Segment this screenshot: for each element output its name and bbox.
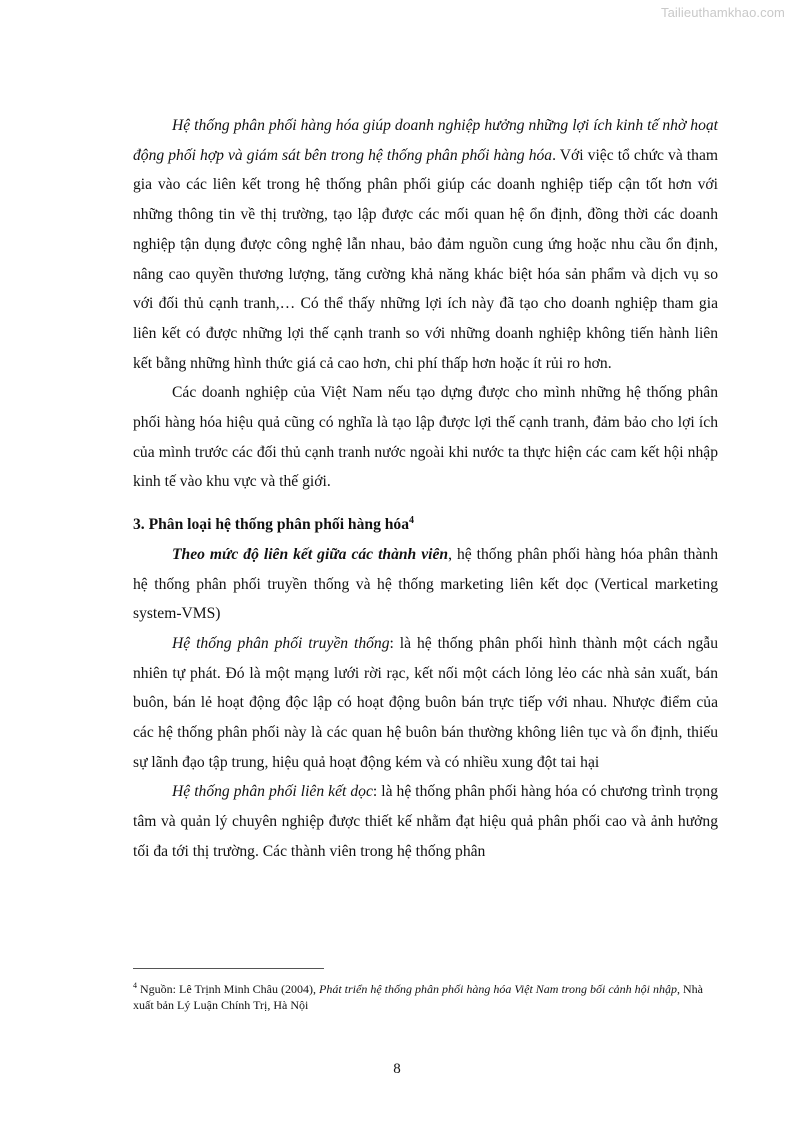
paragraph-benefits-italic: Hệ thống phân phối hàng hóa giúp doanh nghiệp hưởng những lợi ích kinh tế nhờ hoạt động phối hợp và giám sát bên trong hệ thống phân phối hàng hóa (133, 117, 718, 164)
watermark: Tailieuthamkhao.com (660, 5, 785, 20)
section-heading-text: 3. Phân loại hệ thống phân phối hàng hóa (133, 516, 410, 534)
paragraph-benefits-text: . Với việc tổ chức và tham gia vào các liên kết trong hệ thống phân phối giúp các doanh nghiệp tiếp cận tốt hơn với những thông tin về thị trường, tạo lập được các mối quan hệ ổn định, đồng thời các doanh nghiệp tận dụng được công nghệ lẫn nhau, bảo đảm nguồn cung ứng hoặc nhu cầu ổn định, nâng cao quyền thương lượng, tăng cường khả năng khác biệt hóa sản phẩm và dịch vụ so với đối thủ cạnh tranh,… Có thể thấy những lợi ích này đã tạo cho doanh nghiệp tham gia liên kết có được những lợi thế cạnh tranh so với những doanh nghiệp không tiến hành liên kết bằng những hình thức giá cả cao hơn, chi phí thấp hơn hoặc ít rủi ro hơn. (133, 146, 718, 372)
page-number: 8 (393, 1061, 401, 1077)
footnote-suffix: , Nhà xuất bản Lý Luận Chính Trị, Hà Nội (133, 982, 703, 1012)
paragraph-vietnam-enterprises: Các doanh nghiệp của Việt Nam nếu tạo dựng được cho mình những hệ thống phân phối hàng hóa hiệu quả cũng có nghĩa là tạo lập được lợi thế cạnh tranh, đảm bảo cho lợi ích của mình trước các đối thủ cạnh tranh nước ngoài khi nước ta thực hiện các cam kết hội nhập kinh tế vào khu vực và thế giới. (133, 384, 718, 491)
footnote-title: Phát triển hệ thống phân phối hàng hóa Việt Nam trong bối cảnh hội nhập (319, 982, 677, 996)
paragraph-traditional-system-text: : là hệ thống phân phối hình thành một cách ngẫu nhiên tự phát. Đó là một mạng lưới rời rạc, kết nối một cách lỏng lẻo các nhà sản xuất, bán buôn, bán lẻ hoạt động độc lập có hoạt động buôn bán trực tiếp với nhau. Nhược điểm của các hệ thống phân phối này là các quan hệ buôn bán thường không liên tục và ổn định, thiếu sự lãnh đạo tập trung, hiệu quả hoạt động kém và có nhiều xung đột tai hại (133, 634, 718, 771)
paragraph-vertical-system (133, 777, 718, 866)
paragraph-classification-bold-italic: Theo mức độ liên kết giữa các thành viên (172, 545, 449, 563)
paragraph-traditional-system (133, 629, 718, 778)
paragraph-vertical-system-text: : là hệ thống phân phối hàng hóa có chương trình trọng tâm và quản lý chuyên nghiệp được thiết kế nhằm đạt hiệu quả phân phối cao và ảnh hưởng tối đa tới thị trường. Các thành viên trong hệ thống phân (133, 783, 718, 860)
footnote-divider (133, 968, 324, 969)
paragraph-classification-text: , hệ thống phân phối hàng hóa phân thành hệ thống phân phối truyền thống và hệ thống marketing liên kết dọc (Vertical marketing system-VMS) (133, 545, 718, 623)
paragraph-classification (133, 540, 718, 629)
paragraph-traditional-system-italic: Hệ thống phân phối truyền thống (172, 634, 390, 652)
footnote (133, 978, 718, 1013)
section-heading (133, 510, 718, 540)
paragraph-vertical-system-italic: Hệ thống phân phối liên kết dọc (172, 783, 373, 801)
document-body (133, 111, 718, 867)
footnote-prefix: Nguồn: Lê Trịnh Minh Châu (2004), (140, 982, 320, 996)
paragraph-benefits (133, 111, 718, 378)
footnote-number: 4 (133, 981, 137, 990)
footnote-ref: 4 (409, 514, 415, 526)
